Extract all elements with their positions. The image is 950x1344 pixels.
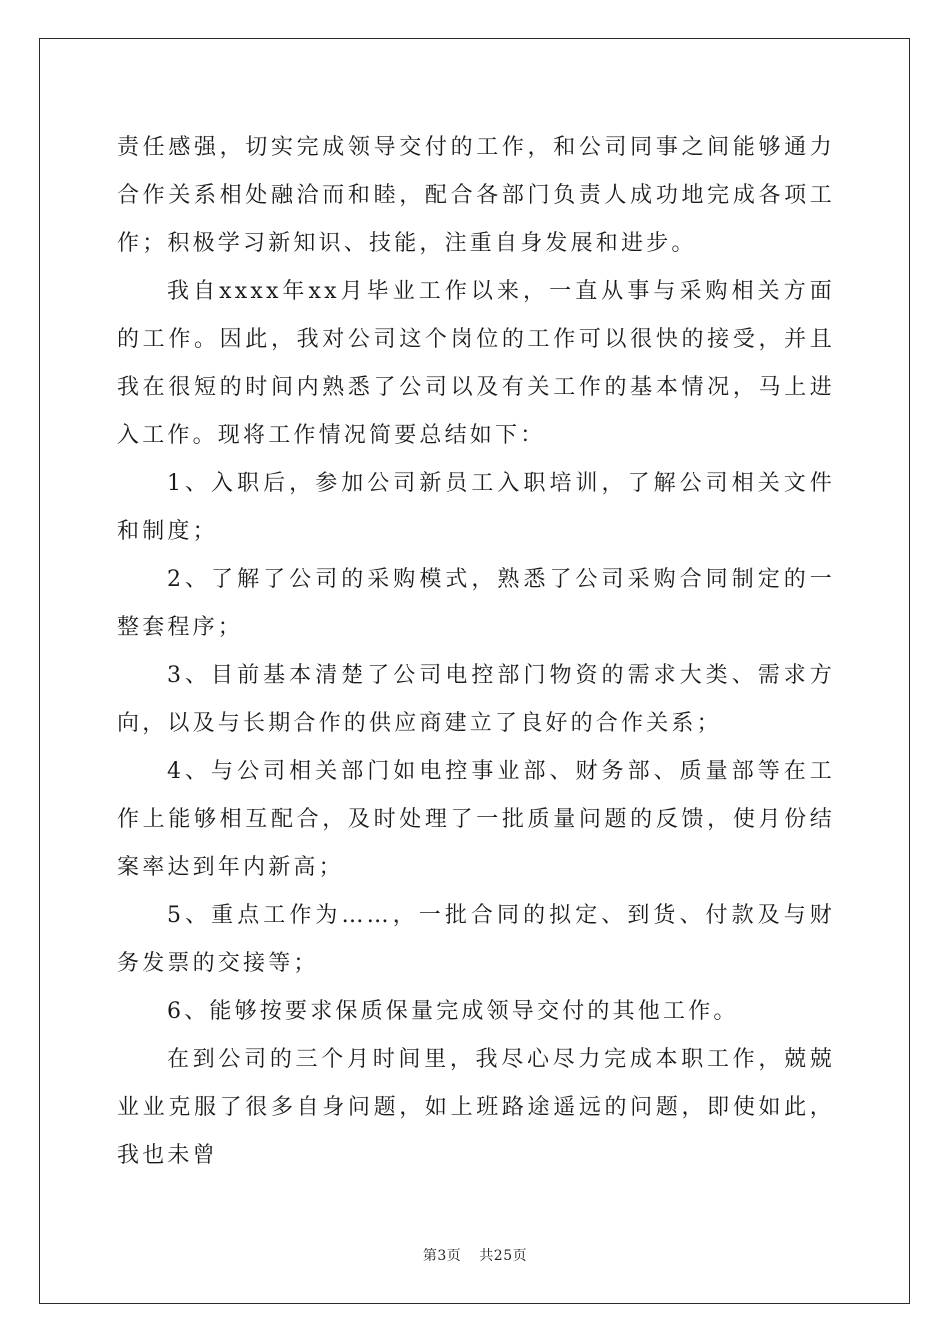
list-item-1: 1、入职后，参加公司新员工入职培训，了解公司相关文件和制度； [117,471,835,544]
list-item-5: 5、重点工作为……，一批合同的拟定、到货、付款及与财务发票的交接等； [117,903,835,976]
paragraph-1: 责任感强，切实完成领导交付的工作，和公司同事之间能够通力合作关系相处融洽而和睦，配合各部门负责人成功地完成各项工作；积极学习新知识、技能，注重自身发展和进步。 [117,135,835,256]
document-body [117,124,835,1180]
paragraph-final: 在到公司的三个月时间里，我尽心尽力完成本职工作，兢兢业业克服了很多自身问题，如上班路途遥远的问题，即使如此，我也未曾 [117,1047,835,1168]
page-footer [0,1245,950,1265]
list-item-3: 3、目前基本清楚了公司电控部门物资的需求大类、需求方向，以及与长期合作的供应商建立了良好的合作关系； [117,663,835,736]
paragraph-2: 我自xxxx年xx月毕业工作以来，一直从事与采购相关方面的工作。因此，我对公司这个岗位的工作可以很快的接受，并且我在很短的时间内熟悉了公司以及有关工作的基本情况，马上进入工作。现将工作情况简要总结如下： [117,279,835,448]
list-item-6: 6、能够按要求保质保量完成领导交付的其他工作。 [167,999,739,1024]
page-total: 共25页 [479,1248,528,1264]
list-item-2: 2、了解了公司的采购模式，熟悉了公司采购合同制定的一整套程序； [117,567,835,640]
list-item-4: 4、与公司相关部门如电控事业部、财务部、质量部等在工作上能够相互配合，及时处理了一批质量问题的反馈，使月份结案率达到年内新高； [117,759,835,880]
page-number: 第3页 [422,1248,462,1264]
